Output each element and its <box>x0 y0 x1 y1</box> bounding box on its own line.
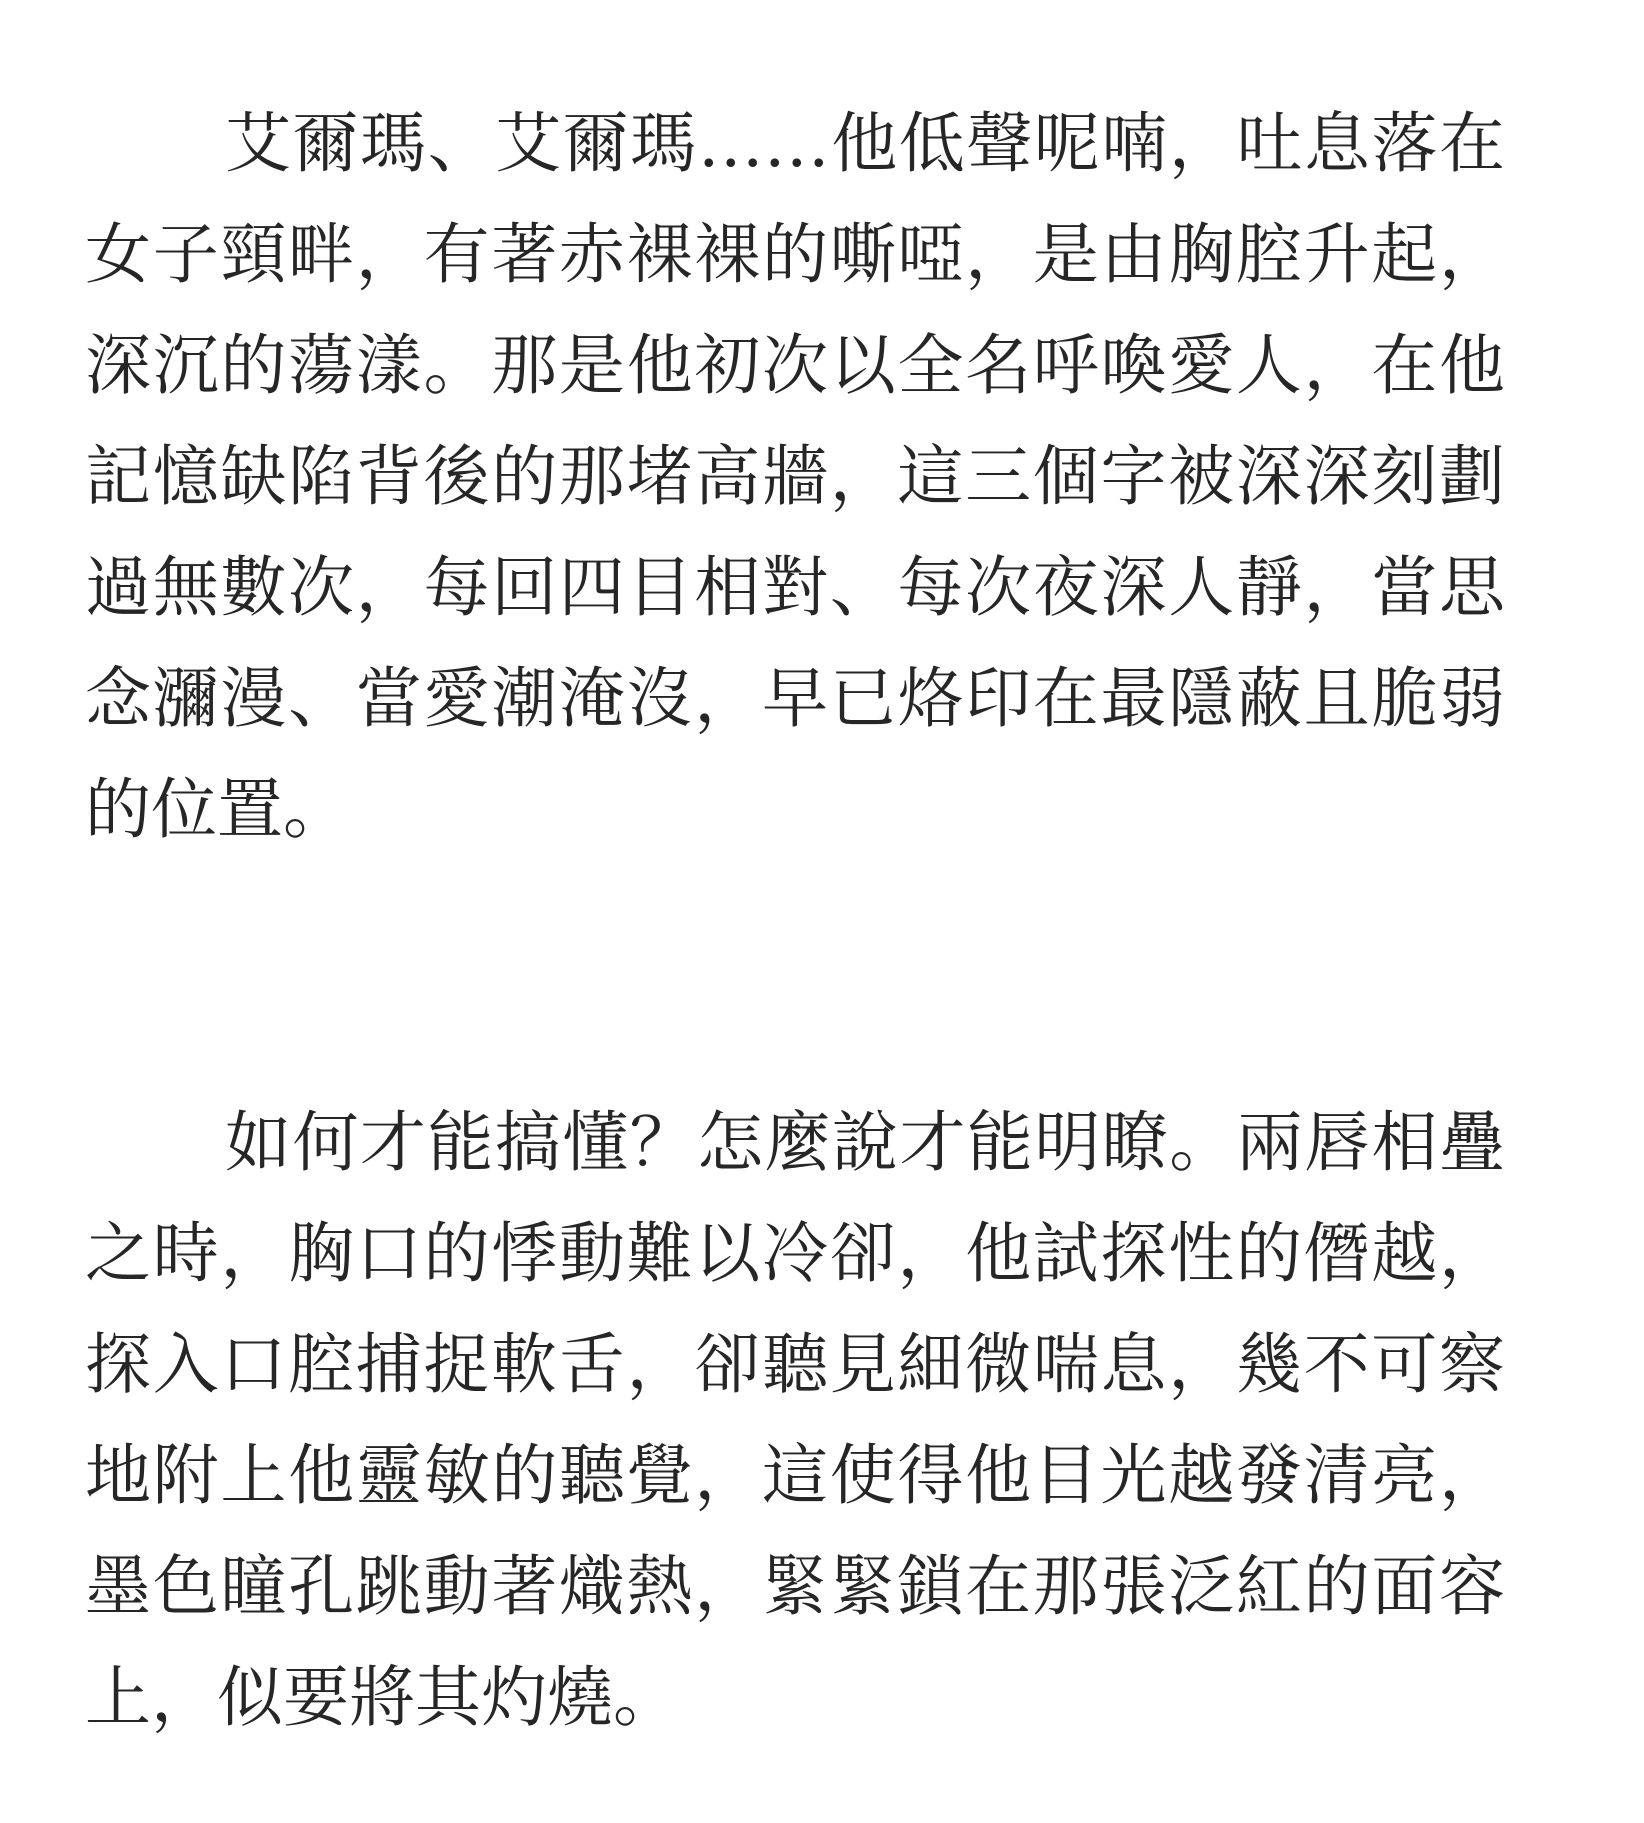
document-body <box>85 88 1505 1753</box>
paragraph-2: 如何才能搞懂？怎麼說才能明瞭。兩唇相疊之時，胸口的悸動難以冷卻，他試探性的僭越，探入口腔捕捉軟舌，卻聽見細微喘息，幾不可察地附上他靈敏的聽覺，這使得他目光越發清亮，墨色瞳孔跳動著熾熱，緊緊鎖在那張泛紅的面容上，似要將其灼燒。 <box>85 1104 1505 1736</box>
paragraph-1: 艾爾瑪、艾爾瑪……他低聲呢喃，吐息落在女子頸畔，有著赤裸裸的嘶啞，是由胸腔升起，深沉的蕩漾。那是他初次以全名呼喚愛人，在他記憶缺陷背後的那堵高牆，這三個字被深深刻劃過無數次，每回四目相對、每次夜深人靜，當思念瀰漫、當愛潮淹沒，早已烙印在最隱蔽且脆弱的位置。 <box>85 105 1505 848</box>
paragraph-spacer <box>85 865 1505 1087</box>
